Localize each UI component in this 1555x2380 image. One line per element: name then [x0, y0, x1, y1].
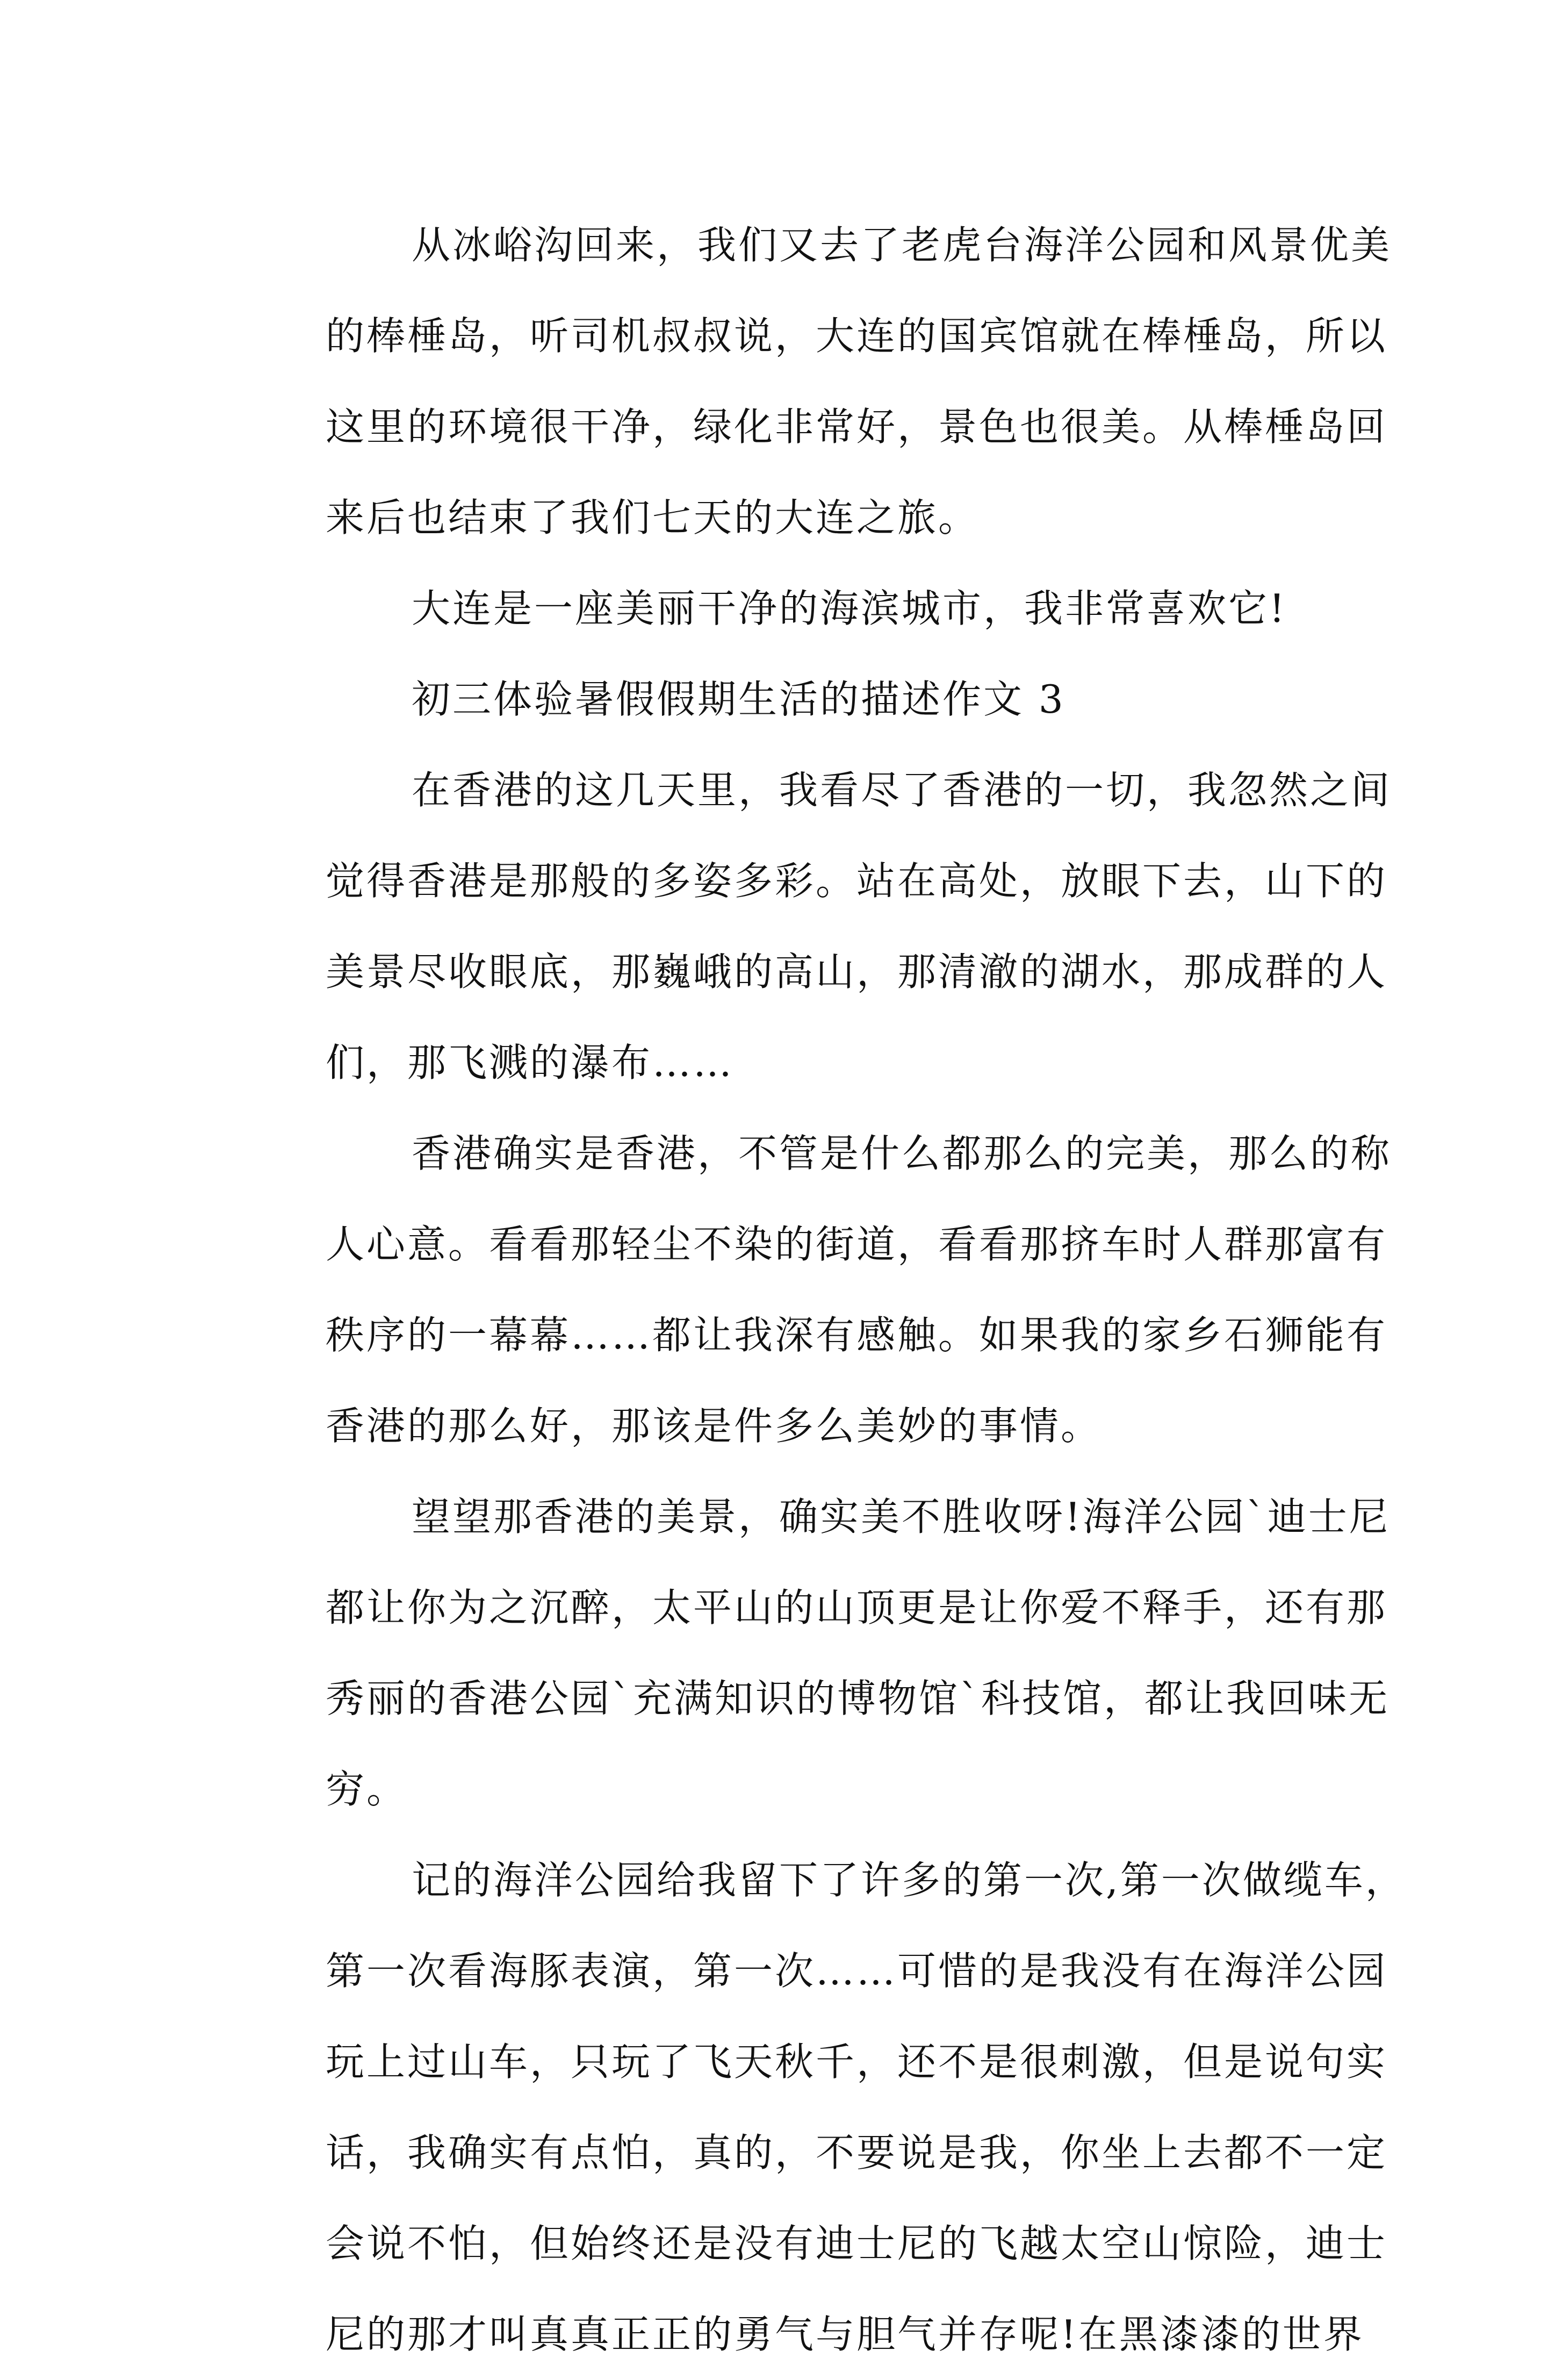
text-line: 玩上过山车，只玩了飞天秋千，还不是很刺激，但是说句实 [326, 2039, 1388, 2084]
text-line: 望望那香港的美景，确实美不胜收呀!海洋公园`迪士尼 [412, 1494, 1390, 1539]
text-line: 大连是一座美丽干净的海滨城市，我非常喜欢它! [412, 586, 1287, 631]
text-line: 这里的环境很干净，绿化非常好，景色也很美。从棒棰岛回 [326, 404, 1388, 449]
paragraph [240, 200, 1392, 563]
text-line: 秩序的一幕幕……都让我深有感触。如果我的家乡石狮能有 [326, 1313, 1388, 1358]
text-line: 穷。 [326, 1767, 408, 1812]
text-line: 香港确实是香港，不管是什么都那么的完美，那么的称 [412, 1131, 1392, 1176]
text-line: 尼的那才叫真真正正的勇气与胆气并存呢!在黑漆漆的世界 [326, 2312, 1364, 2357]
text-line: 的棒棰岛，听司机叔叔说，大连的国宾馆就在棒棰岛，所以 [326, 313, 1388, 359]
paragraph [240, 1835, 1406, 2380]
text-line: 都让你为之沉醉，太平山的山顶更是让你爱不释手，还有那 [326, 1585, 1388, 1630]
text-line: 秀丽的香港公园`充满知识的博物馆`科技馆，都让我回味无 [326, 1676, 1390, 1721]
text-line: 初三体验暑假假期生活的描述作文 3 [412, 677, 1066, 722]
text-line: 香港的那么好，那该是件多么美妙的事情。 [326, 1403, 1102, 1449]
article-body [240, 200, 1406, 2380]
text-line: 第一次看海豚表演，第一次……可惜的是我没有在海洋公园 [326, 1948, 1388, 1994]
text-line: 从冰峪沟回来，我们又去了老虎台海洋公园和风景优美 [412, 223, 1392, 268]
paragraph [240, 1108, 1392, 1472]
text-line: 觉得香港是那般的多姿多彩。站在高处，放眼下去，山下的 [326, 858, 1388, 904]
text-line: 们，那飞溅的瀑布…… [326, 1040, 735, 1085]
text-line: 记的海洋公园给我留下了许多的第一次,第一次做缆车， [412, 1858, 1406, 1903]
text-line: 美景尽收眼底，那巍峨的高山，那清澈的湖水，那成群的人 [326, 949, 1388, 994]
text-line: 会说不怕，但始终还是没有迪士尼的飞越太空山惊险，迪士 [326, 2221, 1388, 2266]
paragraph [240, 745, 1392, 1108]
text-line: 在香港的这几天里，我看尽了香港的一切，我忽然之间 [412, 768, 1392, 813]
paragraph [240, 563, 1331, 654]
text-line: 话，我确实有点怕，真的，不要说是我，你坐上去都不一定 [326, 2130, 1388, 2175]
text-line: 来后也结束了我们七天的大连之旅。 [326, 495, 980, 540]
section-heading [240, 654, 1331, 745]
paragraph [240, 1472, 1390, 1835]
text-line: 人心意。看看那轻尘不染的街道，看看那挤车时人群那富有 [326, 1222, 1388, 1267]
